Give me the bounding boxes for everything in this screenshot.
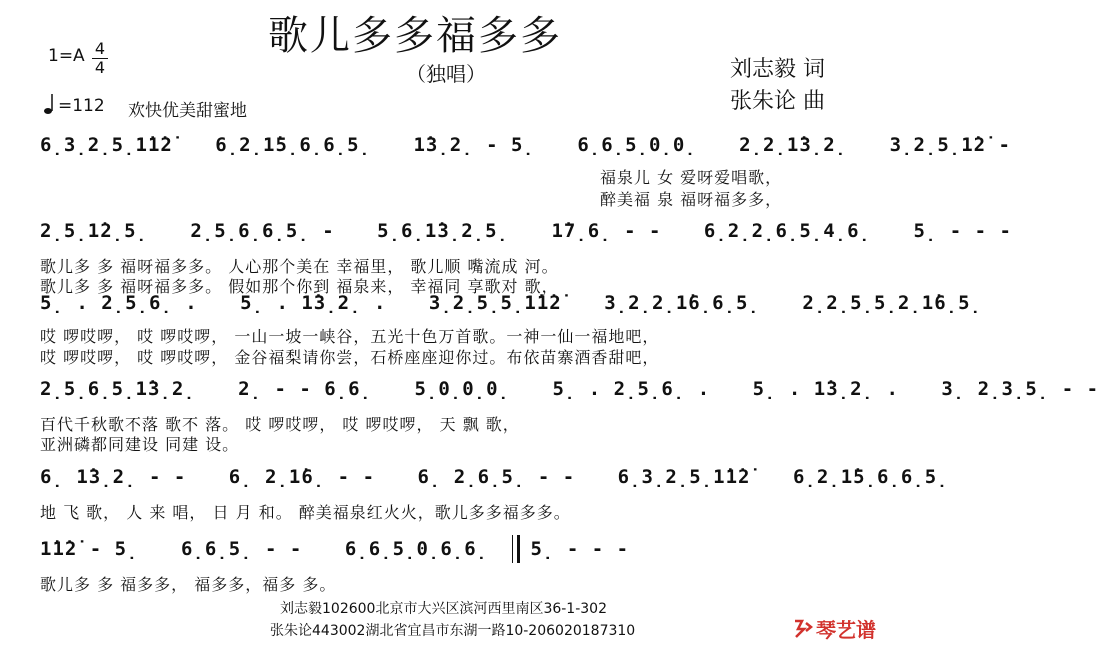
measure: 5̣6̣1̇3̣2̣5̣ xyxy=(377,220,509,242)
lyrics-row-3-verse-1: 哎 啰哎啰， 哎 啰哎啰， 一山一坡一峡谷，五光十色万首歌。一神一仙一福地吧， xyxy=(40,327,660,346)
measure: 6̣6̣5̣ - - xyxy=(180,538,303,560)
expression-marking: 欢快优美甜蜜地 xyxy=(128,101,247,121)
measure: 3̣ 2̣3̣5̣ - - xyxy=(941,378,1099,400)
composer-credit: 张朱论 曲 xyxy=(730,89,825,114)
measure: 3̣2̣2̣1̇6̣6̣5̣ xyxy=(604,292,760,314)
lyrics-row-6: 歌儿多 多 福多多， 福多多，福多 多。 xyxy=(40,575,337,594)
measure: 2̣5̣6̣5̣1̇3̣2̣ xyxy=(40,378,196,400)
measure: 6̣6̣5̣0̣6̣6̣ xyxy=(344,538,489,560)
measure: 1̇1̇2̇ - 5̣ xyxy=(40,538,139,560)
notation-row-2 xyxy=(40,220,1012,242)
measure: 5̣ - - - xyxy=(913,220,1012,242)
key-signature: 1=A xyxy=(48,46,85,66)
time-sig-top: 4 xyxy=(94,39,106,58)
measure: 3̣2̣5̣5̣1̇1̇2̇ xyxy=(428,292,562,314)
qinyipu-logo-icon xyxy=(792,617,814,639)
notation-row-6 xyxy=(40,538,629,560)
notation-row-4 xyxy=(40,378,1099,400)
lyrics-row-2-verse-1: 歌儿多 多 福呀福多多。 人心那个美在 幸福里， 歌儿顺 嘴流成 河。 xyxy=(40,257,559,276)
time-signature xyxy=(92,40,108,77)
measure: 2̣5̣6̣6̣5̣ - xyxy=(190,220,335,242)
measure: 1̇7̣6̣ - - xyxy=(551,220,662,242)
lyrics-row-1-verse-2: 醉美福 泉 福呀福多多， xyxy=(600,190,783,209)
measure: 6̣ 1̇3̣2̣ - - xyxy=(40,466,187,488)
lyrics-row-5: 地 飞 歌， 人 来 唱， 日 月 和。 醉美福泉红火火，歌儿多多福多多。 xyxy=(40,503,571,522)
measure: 2̣2̣5̣5̣2̣1̇6̣5̣ xyxy=(802,292,982,314)
measure: 1̇3̣2̣ - 5̣ xyxy=(413,134,535,156)
measure: 5̣ . 1̇3̣2̣ . xyxy=(240,292,387,314)
lyricist-credit: 刘志毅 词 xyxy=(730,57,825,82)
measure: 5̣ . 2̣5̣6̣ . xyxy=(552,378,711,400)
lyrics-row-2-verse-2: 歌儿多 多 福呀福多多。 假如那个你到 福泉来， 幸福同 享歌对 歌， xyxy=(40,277,559,296)
measure: 6̣3̣2̣5̣1̇1̇2̇ xyxy=(617,466,751,488)
measure: 6̣ 2̣1̇6̣ - - xyxy=(228,466,376,488)
footer-contact-1: 刘志毅102600北京市大兴区滨河西里南区36-1-302 xyxy=(280,601,607,617)
measure: 6̣6̣5̣0̣0̣ xyxy=(577,134,697,156)
measure: 6̣2̣1̇5̣6̣6̣5̣ xyxy=(792,466,949,488)
measure: 2̣2̣1̇3̣2̣ xyxy=(739,134,848,156)
measure: 6̣2̣2̣6̣5̣4̣6̣ xyxy=(703,220,871,242)
measure: 2̣5̣1̇2̣5̣ xyxy=(40,220,148,242)
measure: 2̣ - - 6̣6̣ xyxy=(238,378,373,400)
song-subtitle: （独唱） xyxy=(406,62,486,86)
measure: 6̣ 2̣6̣5̣ - - xyxy=(417,466,576,488)
measure: 3̣2̣5̣1̇2̇ - xyxy=(889,134,1011,156)
song-title: 歌儿多多福多多 xyxy=(268,13,562,59)
notation-row-3 xyxy=(40,292,982,314)
measure: 5̣0̣0̣0̣ xyxy=(414,378,510,400)
notation-row-5 xyxy=(40,466,949,488)
measure: 5̣ - - - xyxy=(530,538,630,560)
site-logo: 琴艺谱 xyxy=(816,618,876,642)
measure: 6̣2̣1̇5̣6̣6̣5̣ xyxy=(215,134,372,156)
tempo-marking: =112 xyxy=(58,96,105,116)
lyrics-row-3-verse-2: 哎 啰哎啰， 哎 啰哎啰， 金谷福梨请你尝，石桥座座迎你过。布依苗寨酒香甜吧， xyxy=(40,348,660,367)
time-sig-bottom: 4 xyxy=(92,58,108,77)
measure: 5̣ . 2̣5̣6̣ . xyxy=(40,292,198,314)
notation-row-1 xyxy=(40,134,1011,156)
footer-contact-2: 张朱论443002湖北省宜昌市东湖一路10-206020187310 xyxy=(270,623,636,639)
measure: 5̣ . 1̇3̣2̣ . xyxy=(752,378,899,400)
final-barline xyxy=(512,535,520,563)
measure: 6̣3̣2̣5̣1̇1̇2̇ xyxy=(40,134,173,156)
quarter-note-icon xyxy=(44,92,54,116)
lyrics-row-4-verse-2: 亚洲磷都同建设 同建 设。 xyxy=(40,435,240,454)
lyrics-row-1-verse-1: 福泉儿 女 爱呀爱唱歌， xyxy=(600,168,783,187)
lyrics-row-4-verse-1: 百代千秋歌不落 歌不 落。 哎 啰哎啰， 哎 啰哎啰， 天 飘 歌， xyxy=(40,415,520,434)
